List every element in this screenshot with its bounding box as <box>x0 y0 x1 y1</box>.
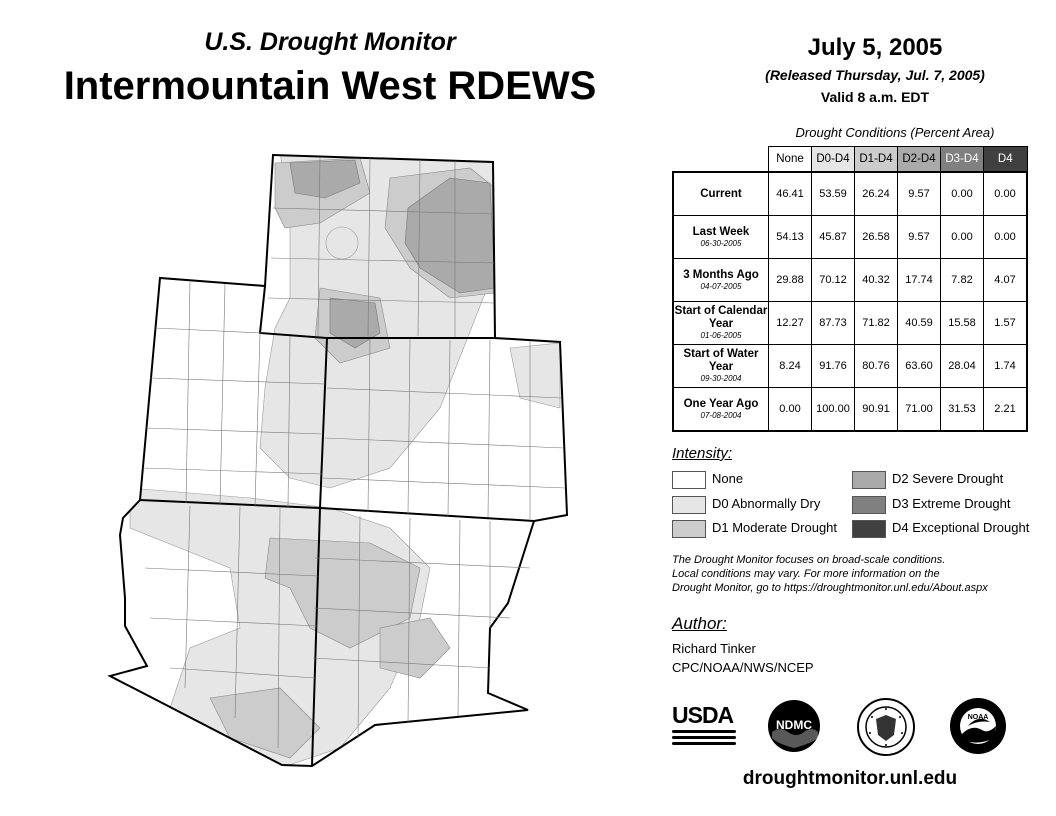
author-heading: Author: <box>672 614 727 633</box>
table-cell: 28.04 <box>941 345 984 388</box>
website-url[interactable]: droughtmonitor.unl.edu <box>742 768 958 789</box>
usda-logo-icon: USDA <box>672 703 736 749</box>
legend-label: D2 Severe Drought <box>892 471 1004 486</box>
noaa-logo-icon <box>948 696 1008 756</box>
table-cell: 53.59 <box>812 172 855 216</box>
table-cell: 0.00 <box>941 216 984 259</box>
column-header: None <box>769 147 812 173</box>
column-header: D3-D4 <box>941 147 984 173</box>
table-cell: 70.12 <box>812 259 855 302</box>
table-row <box>673 172 1027 216</box>
table-cell: 26.24 <box>855 172 898 216</box>
table-cell: 29.88 <box>769 259 812 302</box>
legend-label: D4 Exceptional Drought <box>892 520 1030 535</box>
table-cell: 45.87 <box>812 216 855 259</box>
table-cell: 71.00 <box>898 388 941 432</box>
table-cell: 26.58 <box>855 216 898 259</box>
column-header: D1-D4 <box>855 147 898 173</box>
drought-areas <box>90 148 570 773</box>
table-cell: 15.58 <box>941 302 984 345</box>
table-cell: 71.82 <box>855 302 898 345</box>
svg-text:NOAA: NOAA <box>967 714 989 721</box>
table-cell: 1.57 <box>984 302 1028 345</box>
disclaimer-note: The Drought Monitor focuses on broad-scale conditions. Local conditions may vary. For more information on the Drought Monitor, go to https://droughtmonitor.unl.edu/About.aspx <box>672 554 988 594</box>
table-cell: 46.41 <box>769 172 812 216</box>
table-cell: 17.74 <box>898 259 941 302</box>
column-header: D2-D4 <box>898 147 941 173</box>
map-subtitle: U.S. Drought Monitor <box>204 28 456 56</box>
table-cell: 0.00 <box>769 388 812 432</box>
table-cell: 63.60 <box>898 345 941 388</box>
legend-title: Intensity: <box>672 445 733 462</box>
drought-map <box>90 148 570 773</box>
legend-swatch <box>672 520 706 538</box>
table-cell: 40.59 <box>898 302 941 345</box>
table-cell: 87.73 <box>812 302 855 345</box>
table-cell: 8.24 <box>769 345 812 388</box>
legend-label: D1 Moderate Drought <box>712 520 838 535</box>
row-label: Start of Calendar Year 01-06-2005 <box>673 302 769 345</box>
table-cell: 0.00 <box>984 216 1028 259</box>
map-title: Intermountain West RDEWS <box>63 64 597 108</box>
row-label: One Year Ago 07-08-2004 <box>673 388 769 432</box>
table-cell: 40.32 <box>855 259 898 302</box>
ndmc-logo-icon <box>766 698 822 754</box>
table-cell: 12.27 <box>769 302 812 345</box>
svg-text:NDMC: NDMC <box>776 718 812 732</box>
table-row <box>673 302 1027 345</box>
release-date: (Released Thursday, Jul. 7, 2005) <box>765 67 985 83</box>
legend-swatch <box>852 496 886 514</box>
column-header: D4 <box>984 147 1028 173</box>
row-label: Last Week 06-30-2005 <box>673 216 769 259</box>
valid-time: Valid 8 a.m. EDT <box>820 89 930 105</box>
table-cell: 2.21 <box>984 388 1028 432</box>
legend-swatch <box>672 471 706 489</box>
legend-label: None <box>712 471 744 486</box>
table-cell: 0.00 <box>941 172 984 216</box>
table-cell: 0.00 <box>984 172 1028 216</box>
legend-swatch <box>852 520 886 538</box>
table-cell: 9.57 <box>898 172 941 216</box>
row-label: 3 Months Ago 04-07-2005 <box>673 259 769 302</box>
table-cell: 100.00 <box>812 388 855 432</box>
row-label: Start of Water Year 09-30-2004 <box>673 345 769 388</box>
legend-swatch <box>672 496 706 514</box>
table-caption: Drought Conditions (Percent Area) <box>795 125 995 140</box>
table-row <box>673 216 1027 259</box>
legend-swatch <box>852 471 886 489</box>
table-cell: 91.76 <box>812 345 855 388</box>
table-row <box>673 345 1027 388</box>
author-organization: CPC/NOAA/NWS/NCEP <box>672 660 814 675</box>
table-cell: 9.57 <box>898 216 941 259</box>
legend-label: D3 Extreme Drought <box>892 496 1011 511</box>
table-cell: 4.07 <box>984 259 1028 302</box>
row-label: Current <box>673 172 769 216</box>
legend-label: D0 Abnormally Dry <box>712 496 821 511</box>
table-cell: 90.91 <box>855 388 898 432</box>
table-cell: 54.13 <box>769 216 812 259</box>
table-cell: 31.53 <box>941 388 984 432</box>
table-cell: 7.82 <box>941 259 984 302</box>
table-cell: 1.74 <box>984 345 1028 388</box>
author-name: Richard Tinker <box>672 641 756 656</box>
table-cell: 80.76 <box>855 345 898 388</box>
table-row <box>673 259 1027 302</box>
drought-conditions-table <box>672 146 1028 432</box>
doc-seal-icon <box>856 697 916 757</box>
column-header: D0-D4 <box>812 147 855 173</box>
valid-date: July 5, 2005 <box>807 34 943 61</box>
table-row <box>673 388 1027 432</box>
